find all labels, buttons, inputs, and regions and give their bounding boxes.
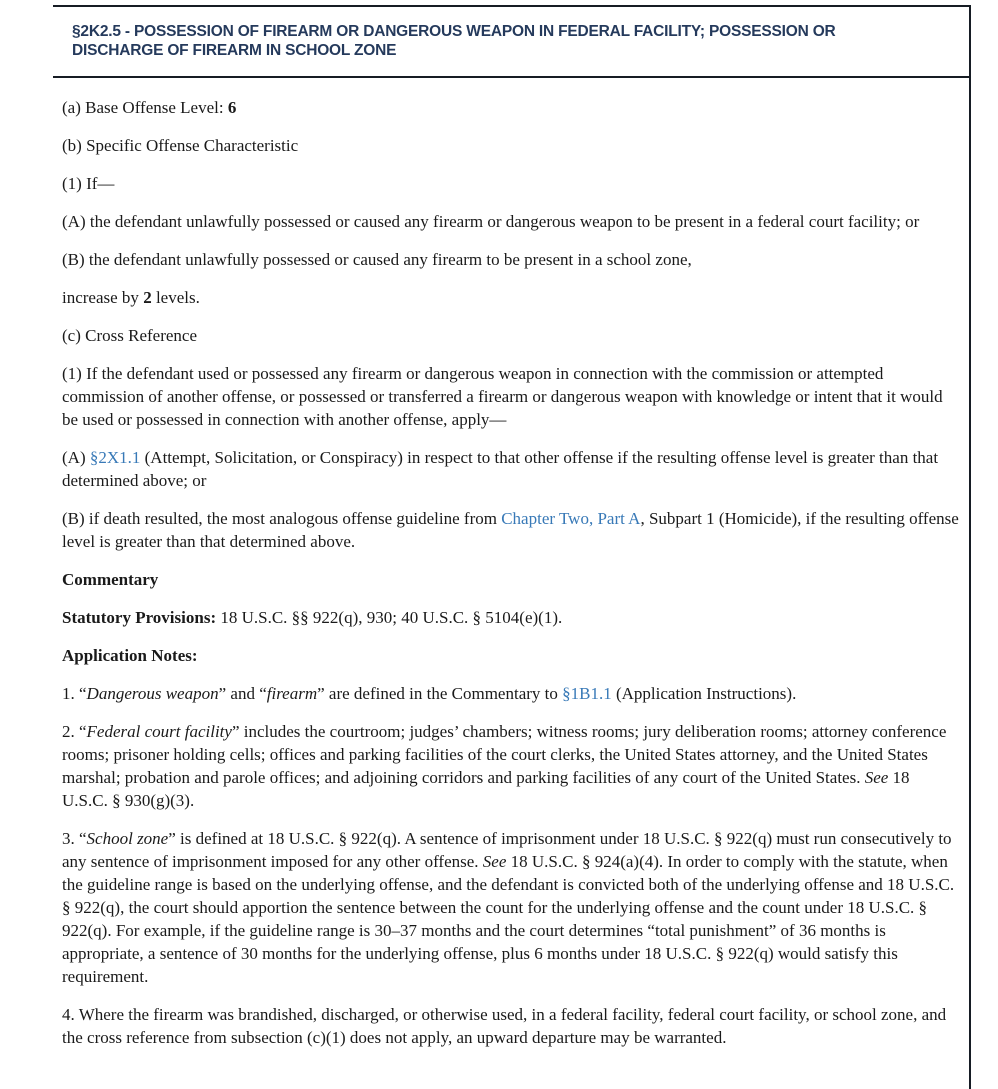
link-chapter-two-part-a[interactable]: Chapter Two, Part A xyxy=(501,509,641,528)
sobc-item-1 xyxy=(62,172,959,195)
text-segment: Commentary xyxy=(62,570,159,589)
cross-reference-item-1B xyxy=(62,507,959,553)
text-segment: increase by xyxy=(62,288,144,307)
text-segment: Application Notes: xyxy=(62,646,198,665)
text-segment: ” are defined in the Commentary to xyxy=(317,684,563,703)
application-note-3 xyxy=(62,827,959,988)
text-segment: 2. “ xyxy=(62,722,87,741)
text-segment: (B) the defendant unlawfully possessed or caused any firearm to be present in a school zone, xyxy=(62,250,692,269)
link-1B1-1[interactable]: §1B1.1 xyxy=(562,684,612,703)
document-body xyxy=(62,96,959,1064)
application-notes-heading xyxy=(62,644,959,667)
commentary-heading xyxy=(62,568,959,591)
text-segment: , Subpart 1 (Homicide), if the resulting offense level is greater than that determined above. xyxy=(62,509,959,551)
text-segment: (Attempt, Solicitation, or Conspiracy) in respect to that other offense if the resulting offense level is greater than that determined above; or xyxy=(62,448,939,490)
application-note-4 xyxy=(62,1003,959,1049)
cross-reference-item-1A xyxy=(62,446,959,492)
text-segment: 18 U.S.C. §§ 922(q), 930; 40 U.S.C. § 5104(e)(1). xyxy=(216,608,563,627)
statutory-provisions xyxy=(62,606,959,629)
text-segment: ” is defined at 18 U.S.C. § 922(q). A sentence of imprisonment under 18 U.S.C. § 922(q) must run consecutively to any sentence of imprisonment imposed for any other offense. xyxy=(62,829,952,871)
text-segment: (1) If— xyxy=(62,174,115,193)
text-segment: (b) Specific Offense Characteristic xyxy=(62,136,299,155)
text-segment: ” includes the courtroom; judges’ chambers; witness rooms; jury deliberation rooms; attorney conference rooms; prisoner holding cells; offices and parking facilities of the court clerks, the United States attorney, and the United States marshal; probation and parole offices; and adjoining corridors and parking facilities of any court of the United States. xyxy=(62,722,947,787)
text-segment: (c) Cross Reference xyxy=(62,326,197,345)
application-note-2 xyxy=(62,720,959,812)
text-segment: (Application Instructions). xyxy=(611,684,797,703)
text-segment: 18 U.S.C. § 930(g)(3). xyxy=(62,768,910,810)
text-segment: firearm xyxy=(266,684,318,703)
text-segment: 6 xyxy=(227,98,237,117)
text-segment: (1) If the defendant used or possessed any firearm or dangerous weapon in connection with the commission or attempted commission of another offense, or possessed or transferred a firearm or dangerous weapon with knowledge or intent that it would be used or possessed in connection with another offense, apply— xyxy=(62,364,943,429)
sobc-increase xyxy=(62,286,959,309)
text-segment: See xyxy=(864,768,889,787)
cross-reference-heading xyxy=(62,324,959,347)
sobc-item-1A xyxy=(62,210,959,233)
text-segment: 4. Where the firearm was brandished, discharged, or otherwise used, in a federal facility, federal court facility, or school zone, and the cross reference from subsection (c)(1) does not apply, an upward departure may be warranted. xyxy=(62,1005,947,1047)
sobc-item-1B xyxy=(62,248,959,271)
application-note-1 xyxy=(62,682,959,705)
text-segment: (a) Base Offense Level: xyxy=(62,98,228,117)
section-title: §2K2.5 - POSSESSION OF FIREARM OR DANGEROUS WEAPON IN FEDERAL FACILITY; POSSESSION OR DISCHARGE OF FIREARM IN SCHOOL ZONE xyxy=(72,23,836,59)
text-segment: School zone xyxy=(86,829,169,848)
text-segment: 3. “ xyxy=(62,829,87,848)
specific-offense-characteristic-heading xyxy=(62,134,959,157)
text-segment: Statutory Provisions: xyxy=(62,608,217,627)
cross-reference-item-1 xyxy=(62,362,959,431)
section-header xyxy=(53,5,971,78)
text-segment: Dangerous weapon xyxy=(86,684,219,703)
text-segment: 1. “ xyxy=(62,684,87,703)
text-segment: See xyxy=(482,852,507,871)
text-segment: (B) if death resulted, the most analogous offense guideline from xyxy=(62,509,502,528)
text-segment: 18 U.S.C. § 924(a)(4). In order to comply with the statute, when the guideline range is based on the underlying offense, and the defendant is convicted both of the underlying offense and 18 U.S.C. § 922(q), the court should apportion the sentence between the count for the underlying offense and the count under 18 U.S.C. § 922(q). For example, if the guideline range is 30–37 months and the court determines “total punishment” of 36 months is appropriate, a sentence of 30 months for the underlying offense, plus 6 months under 18 U.S.C. § 922(q) would satisfy this requirement. xyxy=(62,852,955,986)
text-segment: ” and “ xyxy=(218,684,267,703)
base-offense-level xyxy=(62,96,959,119)
text-segment: (A) xyxy=(62,448,90,467)
link-2X1-1[interactable]: §2X1.1 xyxy=(89,448,141,467)
text-segment: Federal court facility xyxy=(86,722,232,741)
text-segment: (A) the defendant unlawfully possessed or caused any firearm or dangerous weapon to be present in a federal court facility; or xyxy=(62,212,920,231)
text-segment: levels. xyxy=(151,288,200,307)
text-segment: 2 xyxy=(143,288,152,307)
content-right-border xyxy=(969,5,971,1089)
